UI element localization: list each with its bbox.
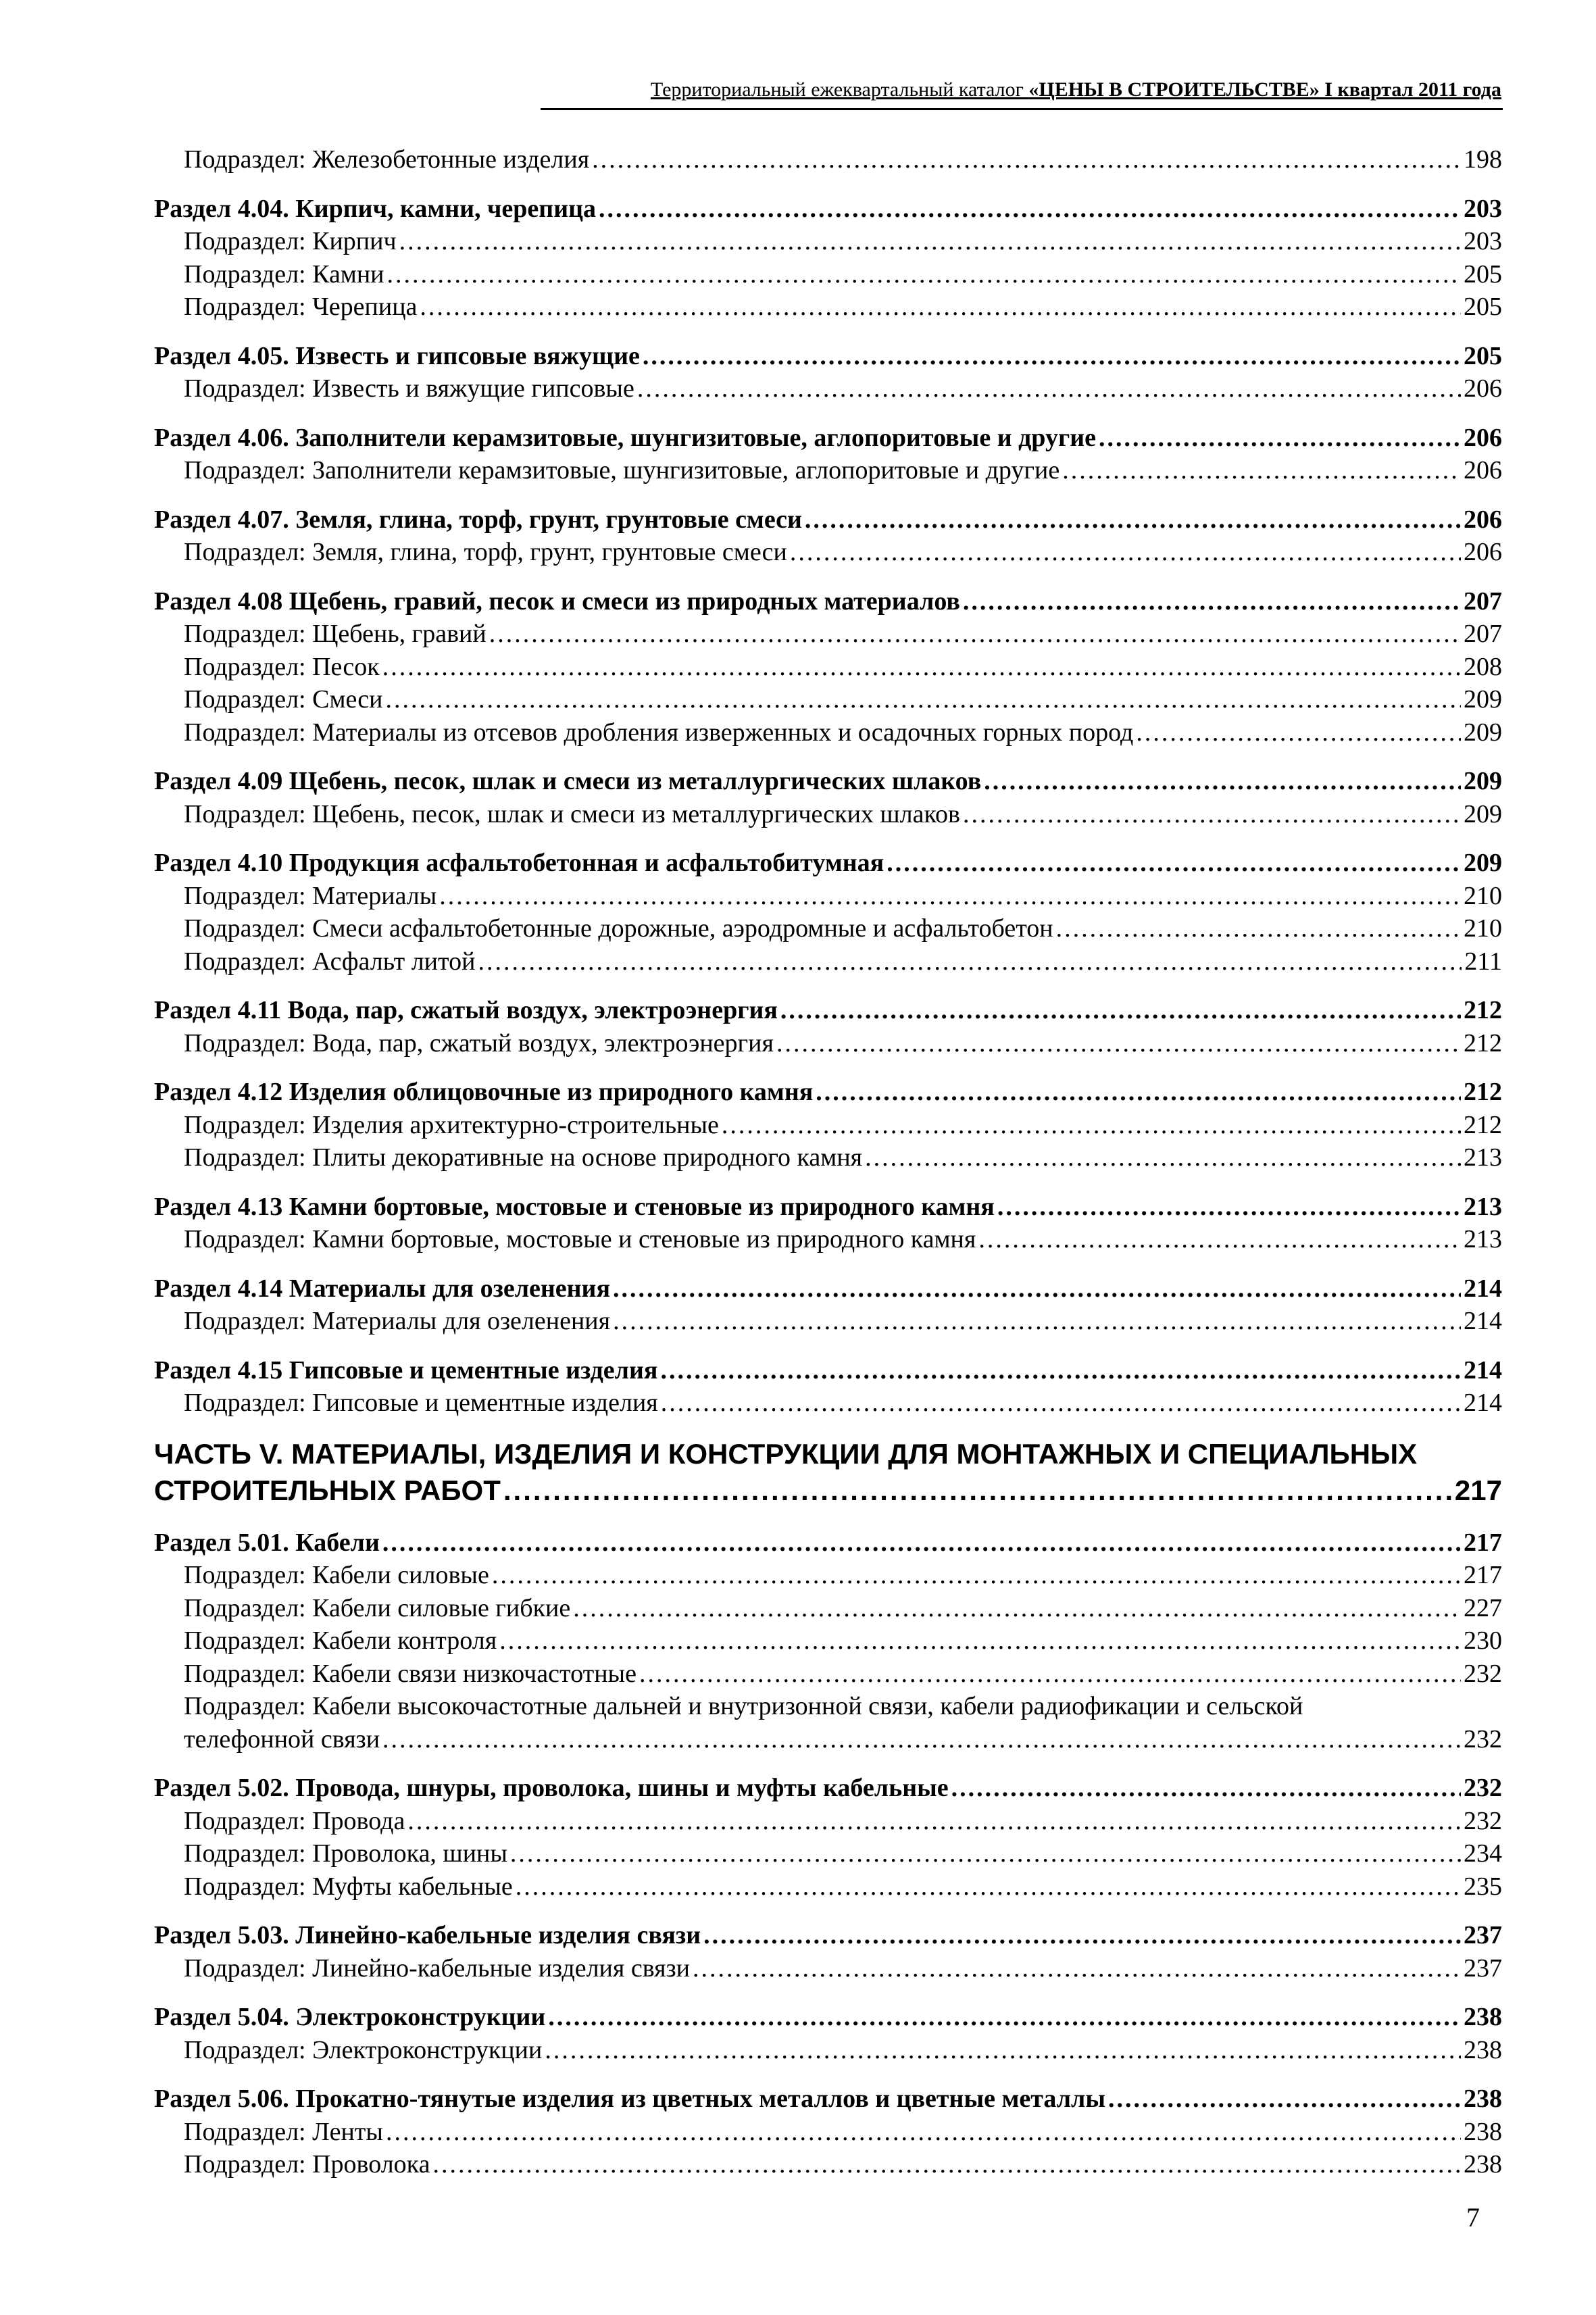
leader-dots (387, 258, 1461, 291)
toc-subsection-entry-page: 205 (1464, 293, 1502, 321)
toc-section-entry-page: 205 (1464, 341, 1502, 370)
toc-subsection-entry-page: 213 (1464, 1225, 1502, 1253)
toc-subsection-entry-title: Подраздел: Муфты кабельные (184, 1872, 513, 1901)
toc-subsection-entry-page: 217 (1464, 1561, 1502, 1589)
toc-subsection-entry-title: Подраздел: Кабели связи низкочастотные (184, 1659, 637, 1688)
leader-dots (661, 1387, 1461, 1420)
toc-section-entry[interactable] (154, 1772, 1502, 1805)
leader-dots (548, 2001, 1461, 2034)
toc-subsection-entry-page: 206 (1464, 456, 1502, 484)
toc-section-entry[interactable] (154, 503, 1502, 537)
toc-group (154, 1354, 1502, 1420)
toc-subsection-entry-page: 212 (1464, 1028, 1502, 1057)
toc-section-entry[interactable] (154, 847, 1502, 880)
toc-group (154, 503, 1502, 569)
toc-section-entry[interactable] (154, 1526, 1502, 1560)
leader-dots (439, 880, 1461, 913)
header-rule (541, 108, 1503, 110)
toc-subsection-entry-page: 210 (1464, 881, 1502, 910)
leader-dots (382, 651, 1461, 684)
leader-dots (489, 618, 1461, 651)
leader-dots (407, 1805, 1461, 1838)
leader-dots (637, 372, 1461, 405)
header-title: «ЦЕНЫ В СТРОИТЕЛЬСТВЕ» I квартал 2011 года (1028, 78, 1501, 101)
toc-group (154, 765, 1502, 830)
toc-section-entry[interactable] (154, 1272, 1502, 1305)
toc-part-5-entries (154, 1526, 1502, 2181)
toc-subsection-entry-title: Подраздел: Камни бортовые, мостовые и стеновые из природного камня (184, 1225, 976, 1253)
toc-group (154, 1272, 1502, 1338)
toc-section-entry-title: Раздел 4.12 Изделия облицовочные из природного камня (154, 1078, 814, 1106)
leader-dots (963, 798, 1461, 831)
toc-subsection-entry-title: Подраздел: Известь и вяжущие гипсовые (184, 374, 634, 403)
toc-section-entry-page: 206 (1464, 423, 1502, 452)
toc-section-entry-title: Раздел 4.10 Продукция асфальтобетонная и асфальтобитумная (154, 849, 884, 877)
toc-subsection-entry[interactable] (154, 880, 1502, 913)
toc-group (154, 994, 1502, 1060)
toc-subsection-entry-page: 209 (1464, 799, 1502, 828)
toc-section-entry[interactable] (154, 422, 1502, 455)
toc-group (154, 422, 1502, 487)
toc-subsection-entry-title: Подраздел: Провода (184, 1806, 405, 1835)
toc-subsection-entry-title: Подраздел: Плиты декоративные на основе природного камня (184, 1143, 863, 1172)
toc-section-entry-page: 206 (1464, 505, 1502, 534)
toc-section-entry[interactable] (154, 585, 1502, 618)
leader-dots (984, 765, 1461, 798)
toc-subsection-entry[interactable] (154, 258, 1502, 291)
toc-section-entry-title: Раздел 5.04. Электроконструкции (154, 2003, 546, 2031)
part-5-page: 217 (1454, 1474, 1502, 1506)
toc-subsection-entry[interactable] (154, 1305, 1502, 1338)
part-5-title-line-2 (154, 1472, 1502, 1509)
toc-subsection-entry-title: Подраздел: Заполнители керамзитовые, шунгизитовые, аглопоритовые и другие (184, 456, 1060, 484)
leader-dots (951, 1772, 1461, 1805)
toc-subsection-entry-page: 213 (1464, 1143, 1502, 1172)
toc-subsection-entry-page: 209 (1464, 685, 1502, 714)
toc-subsection-entry[interactable] (154, 1559, 1502, 1592)
toc-section-entry[interactable] (154, 193, 1502, 226)
toc-subsection-entry-title: Подраздел: Железобетонные изделия (184, 145, 590, 174)
toc-section-entry-page: 238 (1464, 2085, 1502, 2113)
toc-section-entry-title: Раздел 4.07. Земля, глина, торф, грунт, грунтовые смеси (154, 505, 802, 534)
toc-subsection-entry-title: Подраздел: Земля, глина, торф, грунт, грунтовые смеси (184, 538, 787, 566)
leader-dots (478, 945, 1462, 978)
toc-subsection-entry-title-line-1: Подраздел: Кабели высокочастотные дальней и внутризонной связи, кабели радиофикации и сельской (184, 1692, 1303, 1720)
toc-section-entry-page: 212 (1464, 1078, 1502, 1106)
toc-subsection-entry-page: 235 (1464, 1872, 1502, 1901)
toc-subsection-entry[interactable] (154, 1837, 1502, 1870)
leader-dots (432, 2148, 1461, 2181)
leader-dots (1108, 2083, 1461, 2116)
leader-dots (599, 193, 1461, 226)
toc-subsection-entry-page: 209 (1464, 718, 1502, 747)
header-prefix: Территориальный ежеквартальный каталог (650, 78, 1029, 101)
toc-section-entry-title: Раздел 4.14 Материалы для озеленения (154, 1274, 611, 1303)
toc-subsection-entry[interactable] (154, 143, 1502, 176)
toc-subsection-entry-title: Подраздел: Гипсовые и цементные изделия (184, 1389, 658, 1417)
toc-subsection-entry-page: 237 (1464, 1953, 1502, 1983)
leader-dots (1062, 454, 1461, 487)
toc-section-entry[interactable] (154, 1919, 1502, 1952)
toc-group (154, 193, 1502, 324)
part-5-title-line-1: ЧАСТЬ V. МАТЕРИАЛЫ, ИЗДЕЛИЯ И КОНСТРУКЦИИ ДЛЯ МОНТАЖНЫХ И СПЕЦИАЛЬНЫХ (154, 1437, 1418, 1470)
toc-subsection-entry[interactable] (154, 618, 1502, 651)
toc-subsection-entry-title: Подраздел: Песок (184, 652, 380, 681)
toc-subsection-entry-title: Подраздел: Проволока (184, 2150, 430, 2179)
toc-subsection-entry[interactable] (154, 716, 1502, 749)
toc-subsection-entry[interactable] (154, 1952, 1502, 1985)
leader-dots (816, 1076, 1461, 1109)
toc-subsection-entry-title: Подраздел: Ленты (184, 2117, 383, 2146)
toc-subsection-entry-page: 214 (1464, 1307, 1502, 1335)
leader-dots (545, 2034, 1461, 2067)
toc-subsection-entry[interactable] (154, 225, 1502, 258)
toc-subsection-entry-page: 211 (1464, 947, 1502, 976)
toc-subsection-entry[interactable] (154, 912, 1502, 945)
toc-subsection-entry[interactable] (154, 1109, 1502, 1142)
toc-subsection-entry-page: 214 (1464, 1389, 1502, 1417)
toc-subsection-entry[interactable] (154, 291, 1502, 324)
leader-dots (722, 1109, 1461, 1142)
leader-dots (693, 1952, 1461, 1985)
leader-dots (382, 1526, 1461, 1560)
toc-subsection-entry[interactable] (154, 945, 1502, 978)
toc-subsection-entry-page: 238 (1464, 2117, 1502, 2146)
leader-dots (516, 1870, 1461, 1903)
toc-subsection-entry[interactable] (154, 1624, 1502, 1658)
toc-section-entry-title: Раздел 4.06. Заполнители керамзитовые, шунгизитовые, аглопоритовые и другие (154, 423, 1096, 452)
toc-group (154, 1919, 1502, 1985)
leader-dots (703, 1919, 1461, 1952)
toc-section-entry[interactable] (154, 994, 1502, 1027)
toc-section-entry-page: 213 (1464, 1192, 1502, 1221)
toc-section-entry[interactable] (154, 2083, 1502, 2116)
toc-subsection-entry-title: Подраздел: Линейно-кабельные изделия связи (184, 1953, 690, 1983)
leader-dots (776, 1027, 1461, 1060)
leader-dots (805, 503, 1461, 537)
toc-subsection-entry[interactable] (154, 1870, 1502, 1903)
toc-subsection-entry[interactable] (154, 651, 1502, 684)
toc-section-entry-page: 237 (1464, 1921, 1502, 1949)
toc-section-entry-page: 212 (1464, 996, 1502, 1024)
toc-group (154, 2001, 1502, 2066)
toc-section-entry-page: 214 (1464, 1274, 1502, 1303)
table-of-contents (154, 143, 1502, 2197)
toc-group (154, 2083, 1502, 2181)
toc-section-entry-title: Раздел 4.09 Щебень, песок, шлак и смеси из металлургических шлаков (154, 767, 982, 795)
leader-dots (865, 1141, 1461, 1174)
toc-subsection-entry[interactable] (154, 1141, 1502, 1174)
leader-dots (573, 1592, 1461, 1625)
toc-section-entry-title: Раздел 5.03. Линейно-кабельные изделия связи (154, 1921, 701, 1949)
toc-group (154, 1526, 1502, 1756)
leader-dots (997, 1191, 1461, 1224)
leader-dots (790, 536, 1461, 569)
toc-section-entry-page: 209 (1464, 849, 1502, 877)
toc-subsection-entry-title: Подраздел: Кирпич (184, 227, 397, 255)
page-number: 7 (1466, 2202, 1480, 2233)
toc-subsection-entry[interactable] (154, 2034, 1502, 2067)
toc-subsection-entry-page: 234 (1464, 1839, 1502, 1868)
leader-dots (386, 2116, 1461, 2149)
toc-section-entry[interactable] (154, 1076, 1502, 1109)
leader-dots (386, 683, 1462, 716)
part-5-title-text: СТРОИТЕЛЬНЫХ РАБОТ (154, 1474, 501, 1506)
toc-section-entry-page: 209 (1464, 767, 1502, 795)
toc-subsection-entry-title: Подраздел: Асфальт литой (184, 947, 476, 976)
running-header (541, 78, 1501, 101)
toc-section-entry-page: 238 (1464, 2003, 1502, 2031)
toc-subsection-entry-page: 232 (1464, 1806, 1502, 1835)
toc-subsection-entry-title: Подраздел: Кабели контроля (184, 1626, 497, 1655)
toc-subsection-entry-page: 238 (1464, 2035, 1502, 2064)
toc-section-entry-title: Раздел 4.11 Вода, пар, сжатый воздух, электроэнергия (154, 996, 778, 1024)
toc-subsection-entry-title: Подраздел: Материалы (184, 881, 437, 910)
leader-dots (399, 225, 1461, 258)
toc-section-entry-page: 203 (1464, 194, 1502, 223)
toc-subsection-entry-continuation[interactable] (154, 1723, 1502, 1756)
toc-subsection-entry-multiline[interactable] (154, 1690, 1502, 1723)
toc-subsection-entry-page: 208 (1464, 652, 1502, 681)
toc-section-entry[interactable] (154, 1354, 1502, 1387)
toc-subsection-entry-continuation-title: телефонной связи (184, 1724, 380, 1753)
toc-subsection-entry-page: 227 (1464, 1593, 1502, 1622)
toc-subsection-entry-title: Подраздел: Электроконструкции (184, 2035, 543, 2064)
toc-subsection-entry-page: 212 (1464, 1110, 1502, 1139)
toc-subsection-entry-page: 205 (1464, 259, 1502, 289)
toc-section-entry-title: Раздел 4.08 Щебень, гравий, песок и смеси из природных материалов (154, 587, 960, 616)
toc-group (154, 1772, 1502, 1903)
toc-subsection-entry[interactable] (154, 1805, 1502, 1838)
toc-section-entry[interactable] (154, 340, 1502, 373)
toc-subsection-entry[interactable] (154, 1387, 1502, 1420)
leader-dots (963, 585, 1461, 618)
toc-group (154, 143, 1502, 176)
toc-subsection-entry-title: Подраздел: Вода, пар, сжатый воздух, электроэнергия (184, 1028, 774, 1057)
toc-subsection-entry-page: 230 (1464, 1626, 1502, 1655)
leader-dots (1136, 716, 1461, 749)
toc-subsection-entry-title: Подраздел: Материалы для озеленения (184, 1307, 611, 1335)
toc-section-entry-title: Раздел 5.06. Прокатно-тянутые изделия из цветных металлов и цветные металлы (154, 2085, 1106, 2113)
toc-subsection-entry[interactable] (154, 798, 1502, 831)
leader-dots (613, 1272, 1461, 1305)
toc-subsection-entry[interactable] (154, 1658, 1502, 1691)
leader-dots (978, 1223, 1461, 1256)
toc-section-entry-title: Раздел 4.05. Известь и гипсовые вяжущие (154, 341, 640, 370)
toc-subsection-entry-page: 207 (1464, 620, 1502, 648)
leader-dots (499, 1624, 1461, 1658)
toc-group (154, 847, 1502, 978)
toc-subsection-entry-title: Подраздел: Смеси (184, 685, 383, 714)
toc-subsection-entry[interactable] (154, 1027, 1502, 1060)
toc-subsection-entry-title: Подраздел: Черепица (184, 293, 418, 321)
toc-section-entry-title: Раздел 4.13 Камни бортовые, мостовые и стеновые из природного камня (154, 1192, 995, 1221)
toc-section-entry-title: Раздел 5.02. Провода, шнуры, проволока, шины и муфты кабельные (154, 1774, 949, 1802)
toc-subsection-entry[interactable] (154, 372, 1502, 405)
toc-subsection-entry-title: Подраздел: Проволока, шины (184, 1839, 507, 1868)
toc-subsection-entry-page: 238 (1464, 2150, 1502, 2179)
leader-dots (503, 1472, 1452, 1509)
leader-dots (420, 291, 1461, 324)
toc-subsection-entry[interactable] (154, 454, 1502, 487)
leader-dots (1056, 912, 1461, 945)
toc-subsection-entry[interactable] (154, 1592, 1502, 1625)
toc-subsection-entry-page: 203 (1464, 227, 1502, 255)
toc-subsection-entry[interactable] (154, 683, 1502, 716)
toc-subsection-entry[interactable] (154, 2116, 1502, 2149)
toc-subsection-entry-title: Подраздел: Кабели силовые (184, 1561, 489, 1589)
leader-dots (643, 340, 1461, 373)
leader-dots (382, 1723, 1461, 1756)
toc-part-4-entries (154, 143, 1502, 1420)
toc-subsection-entry-title: Подраздел: Щебень, песок, шлак и смеси из металлургических шлаков (184, 799, 960, 828)
toc-subsection-entry[interactable] (154, 1223, 1502, 1256)
toc-part-5-heading (154, 1436, 1502, 1509)
toc-section-entry[interactable] (154, 2001, 1502, 2034)
leader-dots (660, 1354, 1461, 1387)
toc-subsection-entry-page: 206 (1464, 374, 1502, 403)
leader-dots (592, 143, 1461, 176)
toc-subsection-entry-continuation-page: 232 (1464, 1724, 1502, 1753)
toc-subsection-entry-page: 198 (1464, 145, 1502, 174)
toc-subsection-entry-title: Подраздел: Камни (184, 259, 384, 289)
toc-group (154, 340, 1502, 405)
toc-section-entry[interactable] (154, 1191, 1502, 1224)
toc-subsection-entry[interactable] (154, 536, 1502, 569)
toc-section-entry-title: Раздел 4.15 Гипсовые и цементные изделия (154, 1355, 658, 1385)
leader-dots (1099, 422, 1461, 455)
toc-group (154, 1076, 1502, 1174)
toc-section-entry-page: 207 (1464, 587, 1502, 616)
leader-dots (780, 994, 1461, 1027)
toc-section-entry-page: 214 (1464, 1355, 1502, 1385)
toc-subsection-entry-page: 206 (1464, 538, 1502, 566)
toc-group (154, 1191, 1502, 1256)
toc-subsection-entry-title: Подраздел: Материалы из отсевов дробления изверженных и осадочных горных пород (184, 718, 1134, 747)
toc-subsection-entry-page: 232 (1464, 1659, 1502, 1688)
toc-section-entry-page: 217 (1464, 1528, 1502, 1557)
toc-subsection-entry-title: Подраздел: Изделия архитектурно-строительные (184, 1110, 719, 1139)
toc-subsection-entry-title: Подраздел: Щебень, гравий (184, 620, 487, 648)
toc-subsection-entry-page: 210 (1464, 914, 1502, 943)
leader-dots (510, 1837, 1461, 1870)
leader-dots (492, 1559, 1461, 1592)
leader-dots (887, 847, 1461, 880)
toc-section-entry-title: Раздел 4.04. Кирпич, камни, черепица (154, 194, 596, 223)
toc-subsection-entry-title: Подраздел: Смеси асфальтобетонные дорожные, аэродромные и асфальтобетон (184, 914, 1053, 943)
leader-dots (613, 1305, 1461, 1338)
toc-group (154, 585, 1502, 749)
toc-section-entry[interactable] (154, 765, 1502, 798)
toc-section-entry-page: 232 (1464, 1774, 1502, 1802)
toc-subsection-entry[interactable] (154, 2148, 1502, 2181)
toc-subsection-entry-title: Подраздел: Кабели силовые гибкие (184, 1593, 571, 1622)
leader-dots (639, 1658, 1461, 1691)
toc-section-entry-title: Раздел 5.01. Кабели (154, 1528, 380, 1557)
